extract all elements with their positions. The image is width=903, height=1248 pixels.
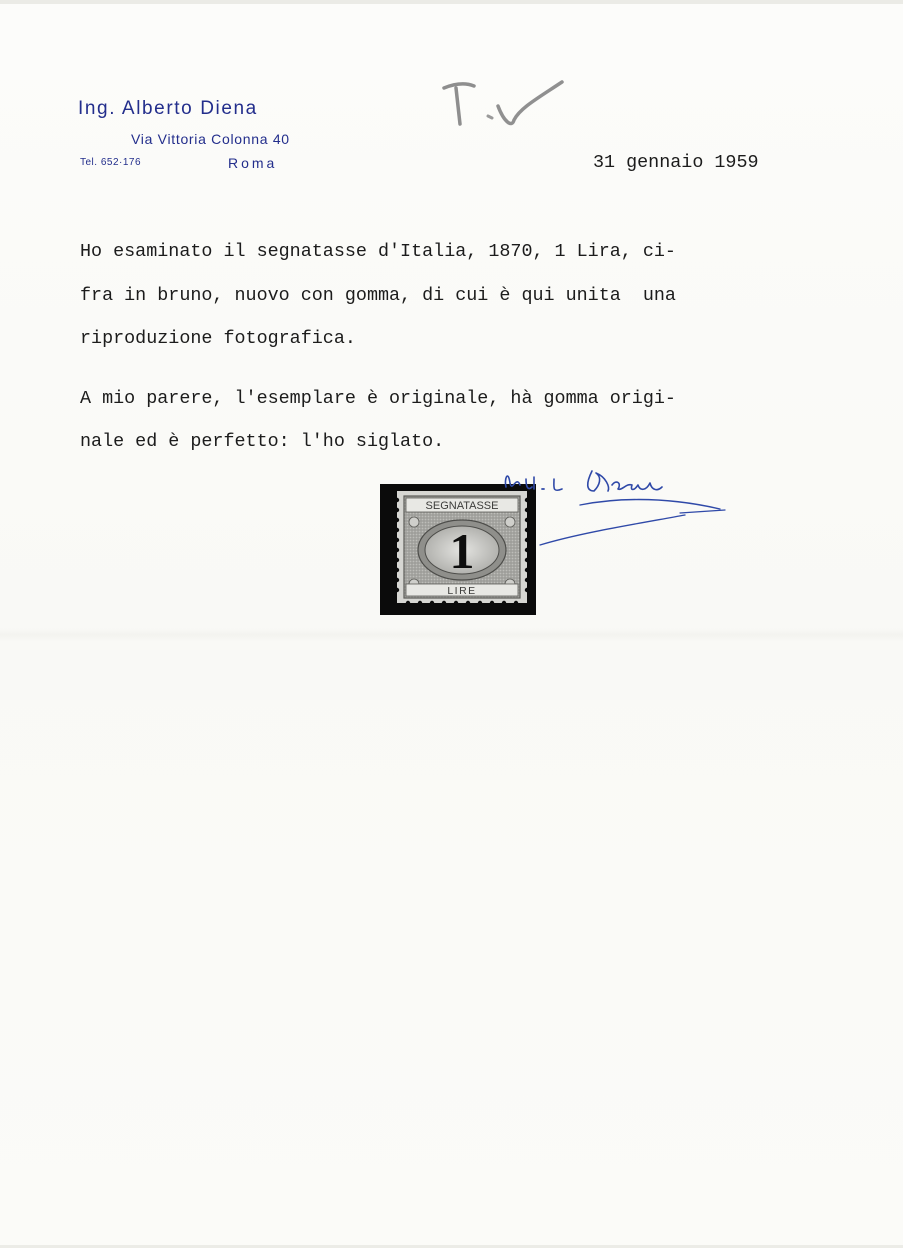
stamp-value-numeral: 1 <box>449 523 475 579</box>
handwritten-signature <box>470 455 730 550</box>
paragraph-1-line-1: Ho esaminato il segnatasse d'Italia, 1870, 1 Lira, ci- <box>80 241 676 262</box>
page-top-edge <box>0 0 903 4</box>
pencil-notation-mark <box>438 76 568 136</box>
stamp-top-label: SEGNATASSE <box>425 500 499 512</box>
paragraph-1-line-3: riproduzione fotografica. <box>80 328 356 349</box>
stamp-bottom-label: LIRE <box>447 585 477 597</box>
document-date: 31 gennaio 1959 <box>593 152 759 173</box>
letterhead-name: Ing. Alberto Diena <box>78 98 258 119</box>
paragraph-1-line-2: fra in bruno, nuovo con gomma, di cui è qui unita una <box>80 285 676 306</box>
letterhead-address: Via Vittoria Colonna 40 <box>131 131 290 147</box>
letterhead-city: Roma <box>228 155 278 171</box>
letterhead-telephone: Tel. 652·176 <box>80 157 142 168</box>
paper-fold <box>0 628 903 642</box>
paragraph-2-line-1: A mio parere, l'esemplare è originale, hà gomma origi- <box>80 388 676 409</box>
paragraph-2-line-2: nale ed è perfetto: l'ho siglato. <box>80 431 445 452</box>
